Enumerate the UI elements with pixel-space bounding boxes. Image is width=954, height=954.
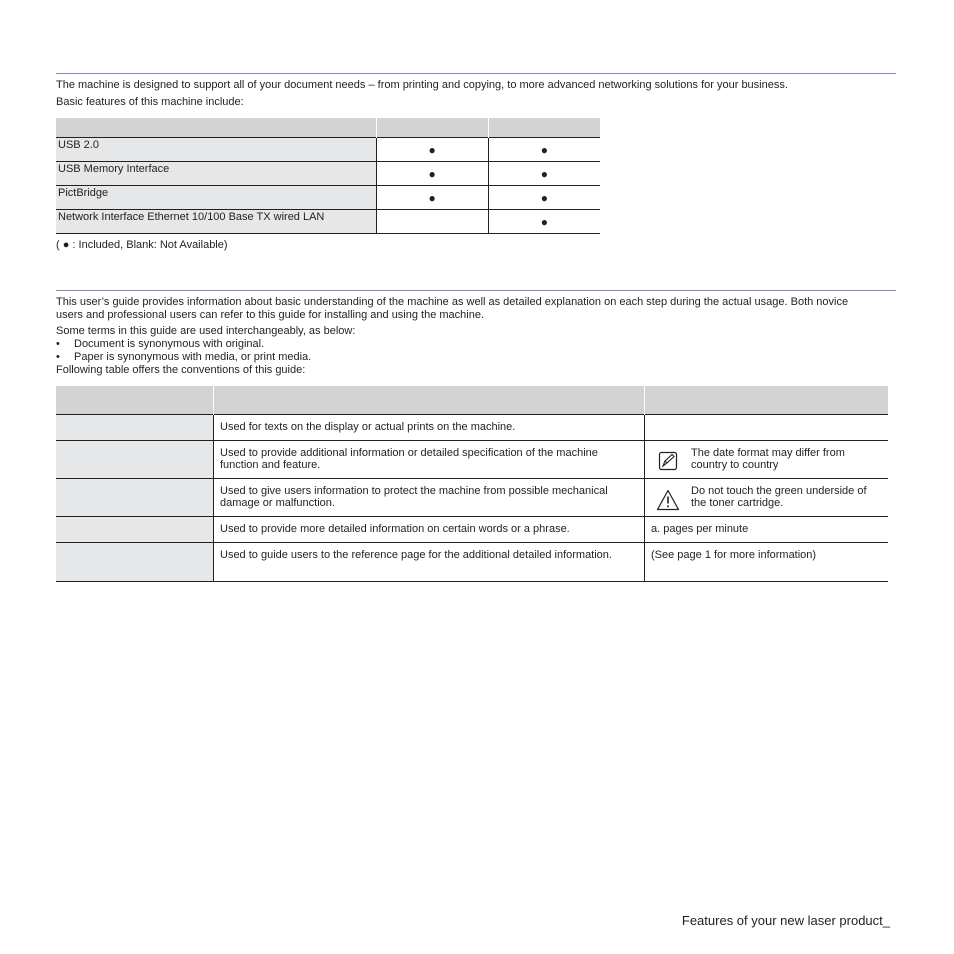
bullet-item [56,338,264,351]
bullet-glyph: • [56,351,60,363]
table-row [56,517,888,543]
features-header-cell [488,118,600,138]
table-row [56,186,600,210]
feature-availability: ● [488,138,600,162]
feature-availability: ● [488,210,600,234]
bullet-item [56,351,311,364]
page-footer: Features of your new laser product_ [681,913,890,928]
feature-name: PictBridge [56,186,376,210]
features-header-cell [376,118,488,138]
table-row [56,479,888,517]
features-legend: ( ● : Included, Blank: Not Available) [56,239,228,251]
intro-text-2: Basic features of this machine include: [56,96,244,108]
conventions-header-cell [214,386,645,415]
table-row [56,138,600,162]
convention-cell [56,415,214,441]
bullet-text: Paper is synonymous with media, or print media. [74,351,312,363]
convention-cell [56,441,214,479]
guide-paragraph-line-1: This user’s guide provides information about basic understanding of the machine as well as detailed explanation on each step during the actual usage. Both novice [56,296,849,308]
table-row [56,162,600,186]
table-row [56,543,888,582]
convention-description: Used to provide more detailed information on certain words or a phrase. [214,517,645,543]
table-row [56,415,888,441]
features-header-cell [56,118,376,138]
note-icon [651,447,685,471]
convention-cell [56,543,214,582]
feature-availability: ● [488,186,600,210]
convention-example: a. pages per minute [645,517,889,543]
convention-example [645,479,889,517]
table-row [56,441,888,479]
feature-name: Network Interface Ethernet 10/100 Base TX wired LAN [56,210,376,234]
convention-cell [56,479,214,517]
section-rule-2 [56,290,896,291]
example-text: Do not touch the green underside of the toner cartridge. [691,485,867,509]
guide-paragraph-line-2: users and professional users can refer to this guide for installing and using the machine. [56,309,485,321]
convention-example [645,441,889,479]
convention-description: Used to guide users to the reference page for the additional detailed information. [214,543,645,582]
feature-name: USB Memory Interface [56,162,376,186]
convention-description: Used to give users information to protect the machine from possible mechanical damage or malfunction. [214,479,645,517]
bullet-text: Document is synonymous with original. [74,338,265,350]
bullet-glyph: • [56,338,60,350]
feature-availability: ● [488,162,600,186]
convention-example: (See page 1 for more information) [645,543,889,582]
convention-description: Used for texts on the display or actual prints on the machine. [214,415,645,441]
caution-icon [651,485,685,511]
convention-cell [56,517,214,543]
table-intro: Following table offers the conventions of this guide: [56,364,306,376]
feature-name: USB 2.0 [56,138,376,162]
terms-intro: Some terms in this guide are used interchangeably, as below: [56,325,356,337]
feature-availability: ● [376,162,488,186]
convention-example [645,415,889,441]
features-table-header [56,118,600,138]
features-table [56,118,600,234]
conventions-header-cell [645,386,889,415]
feature-availability: ● [376,186,488,210]
conventions-table-header [56,386,888,415]
conventions-table [56,386,888,582]
example-text: The date format may differ from country to country [691,447,845,471]
conventions-header-cell [56,386,214,415]
intro-text-1: The machine is designed to support all of your document needs – from printing and copying, to more advanced networking solutions for your business. [56,79,788,91]
feature-availability: ● [376,138,488,162]
table-row [56,210,600,234]
convention-description: Used to provide additional information or detailed specification of the machine function and feature. [214,441,645,479]
section-rule-1 [56,73,896,74]
feature-availability [376,210,488,234]
